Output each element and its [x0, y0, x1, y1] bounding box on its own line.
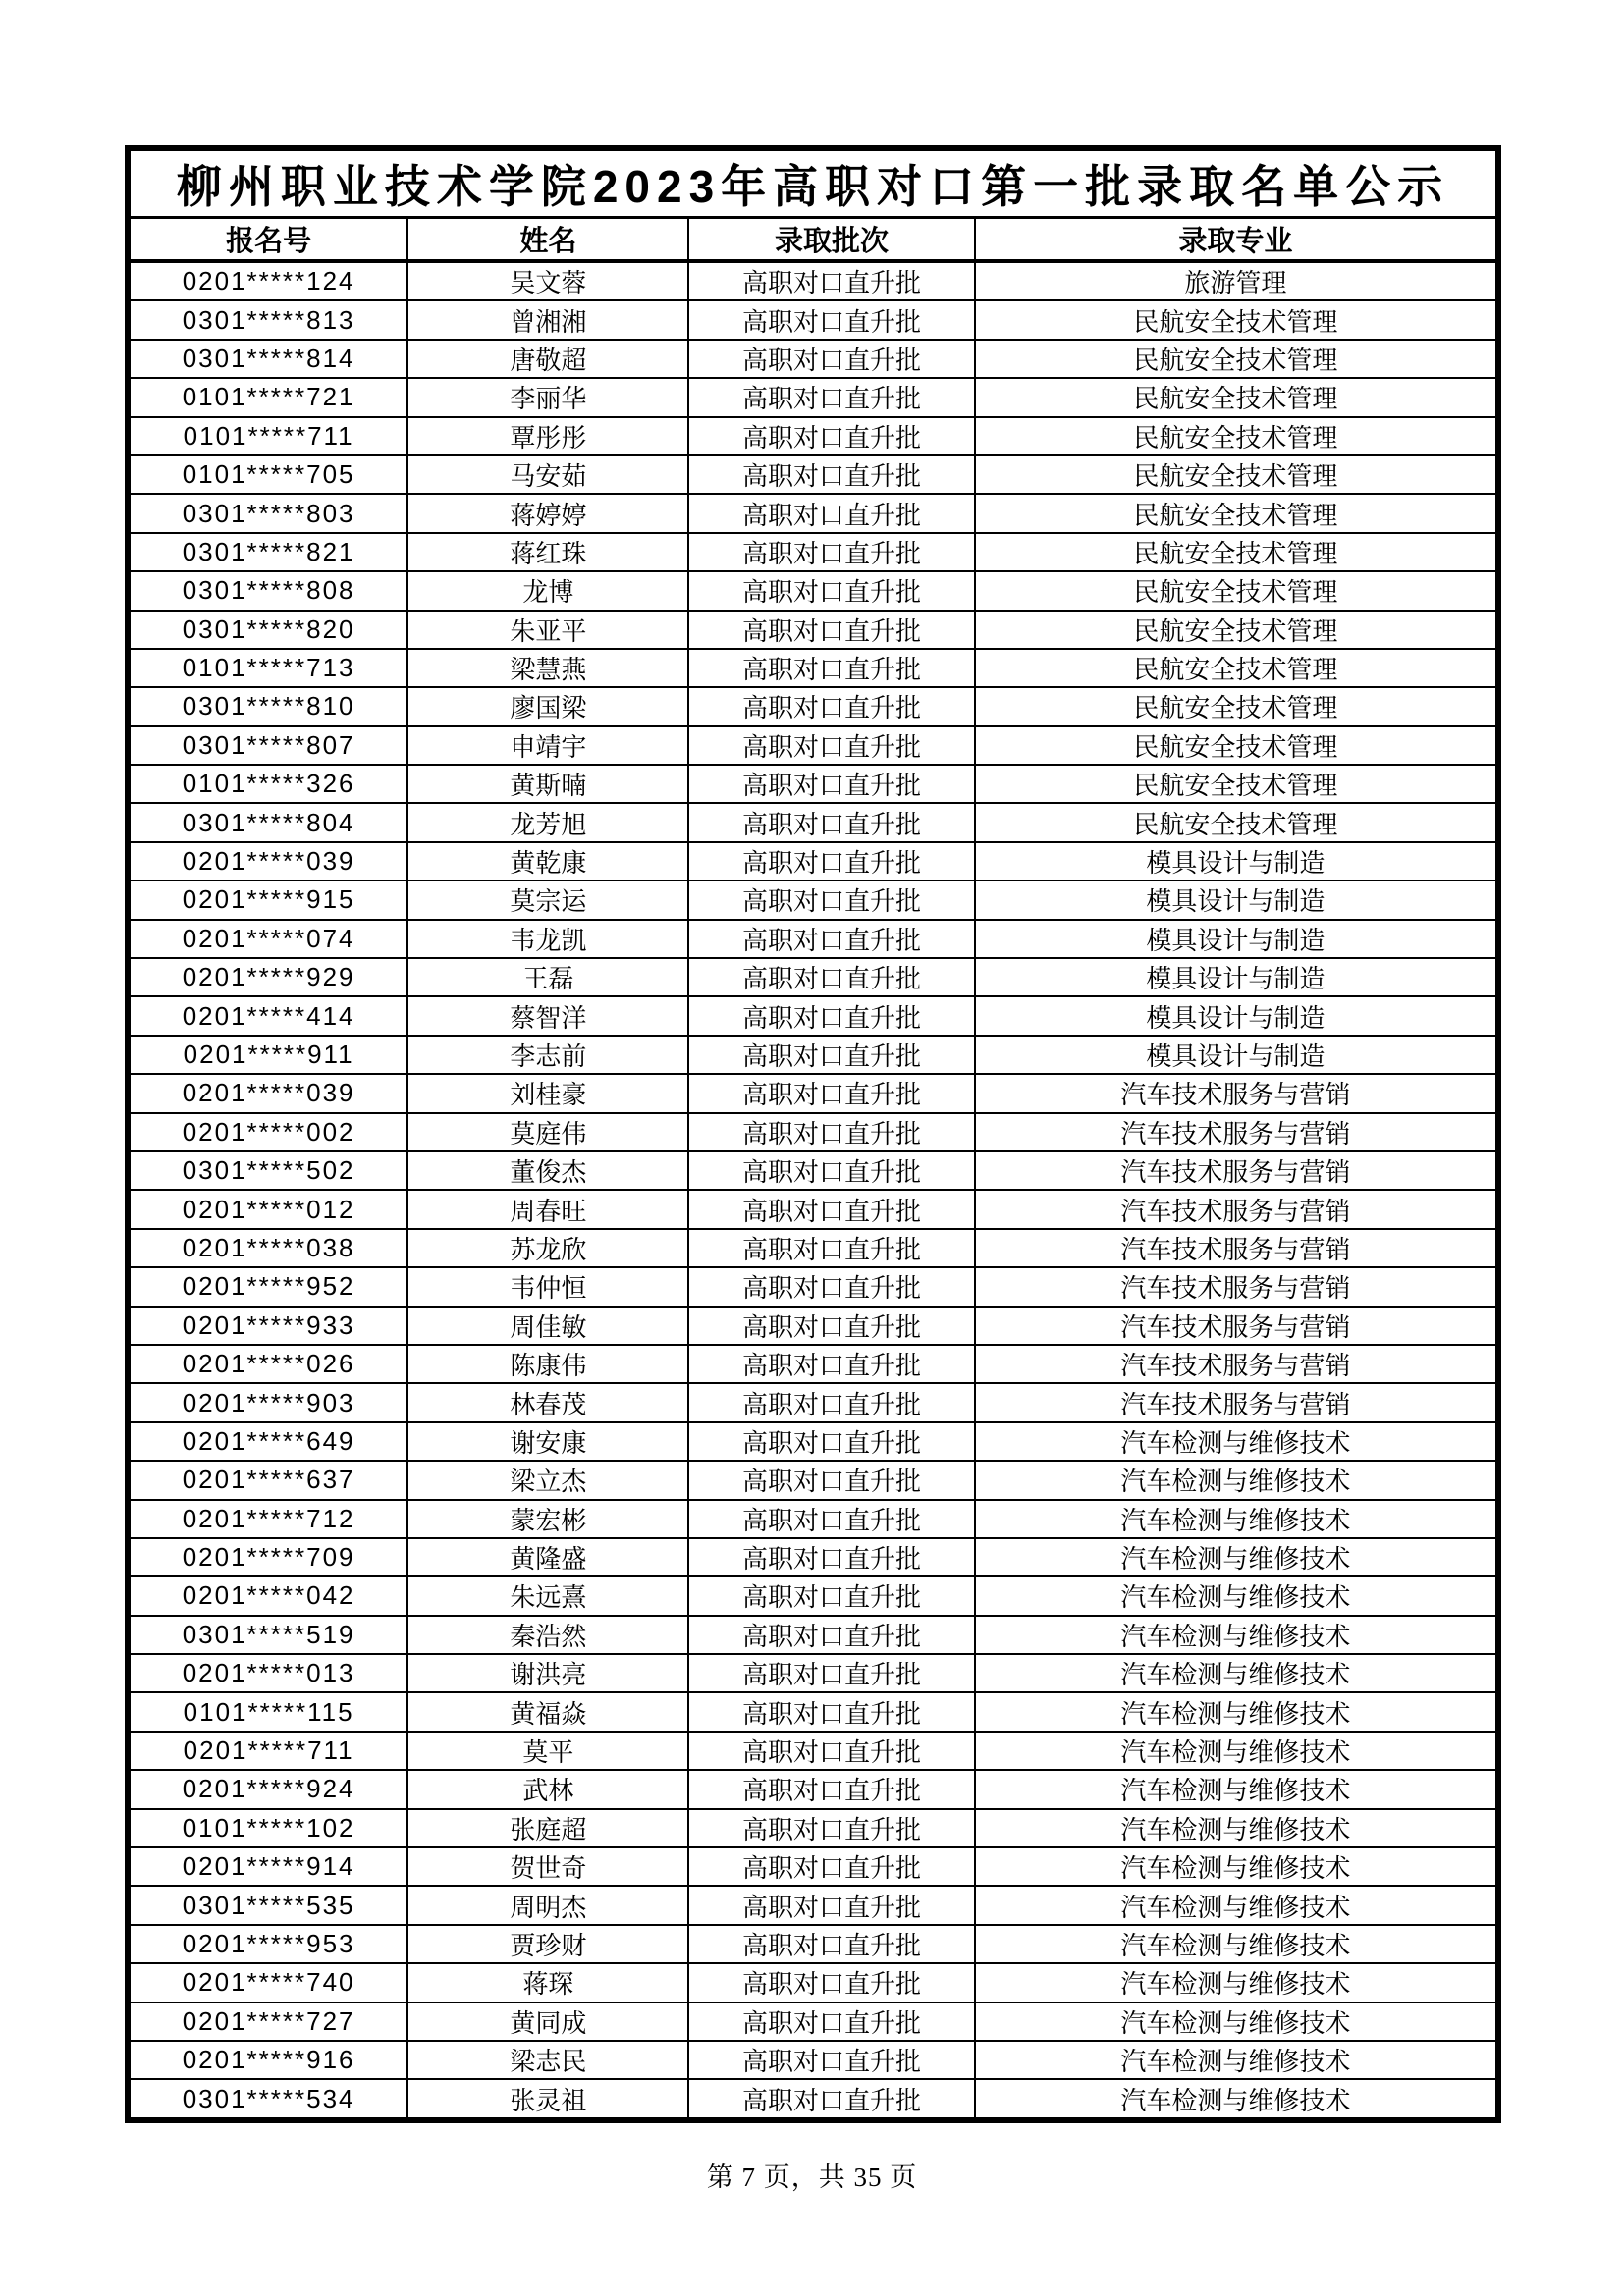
cell-registration-no: 0201*****012 — [128, 1190, 407, 1228]
cell-name: 韦龙凯 — [407, 920, 688, 958]
cell-name: 唐敬超 — [407, 340, 688, 378]
table-row — [128, 1307, 1498, 1345]
cell-admission-major: 民航安全技术管理 — [975, 533, 1498, 571]
cell-admission-major: 汽车检测与维修技术 — [975, 1963, 1498, 2002]
cell-admission-batch: 高职对口直升批 — [688, 1538, 974, 1576]
table-row — [128, 842, 1498, 881]
cell-admission-batch: 高职对口直升批 — [688, 1770, 974, 1808]
cell-admission-batch: 高职对口直升批 — [688, 881, 974, 919]
cell-registration-no: 0201*****711 — [128, 1732, 407, 1770]
cell-registration-no: 0301*****821 — [128, 533, 407, 571]
cell-name: 蔡智洋 — [407, 996, 688, 1035]
table-row — [128, 765, 1498, 803]
table-row — [128, 571, 1498, 610]
cell-admission-batch: 高职对口直升批 — [688, 1500, 974, 1538]
cell-name: 梁立杰 — [407, 1461, 688, 1499]
cell-admission-batch: 高职对口直升批 — [688, 1886, 974, 1924]
column-header-row — [128, 218, 1498, 262]
table-row — [128, 1422, 1498, 1461]
table-row — [128, 1345, 1498, 1383]
cell-admission-major: 汽车检测与维修技术 — [975, 1770, 1498, 1808]
cell-admission-major: 汽车技术服务与营销 — [975, 1074, 1498, 1112]
cell-registration-no: 0201*****414 — [128, 996, 407, 1035]
cell-admission-batch: 高职对口直升批 — [688, 1113, 974, 1151]
cell-registration-no: 0301*****804 — [128, 803, 407, 841]
cell-admission-major: 旅游管理 — [975, 261, 1498, 300]
table-row — [128, 996, 1498, 1035]
cell-name: 马安茹 — [407, 455, 688, 494]
table-row — [128, 1809, 1498, 1847]
table-row — [128, 261, 1498, 300]
cell-registration-no: 0201*****953 — [128, 1925, 407, 1963]
cell-admission-major: 汽车检测与维修技术 — [975, 1809, 1498, 1847]
table-row — [128, 2041, 1498, 2079]
cell-admission-major: 民航安全技术管理 — [975, 803, 1498, 841]
cell-registration-no: 0201*****914 — [128, 1847, 407, 1886]
table-row — [128, 417, 1498, 455]
table-row — [128, 1732, 1498, 1770]
table-row — [128, 1229, 1498, 1267]
cell-admission-batch: 高职对口直升批 — [688, 2079, 974, 2119]
cell-name: 秦浩然 — [407, 1616, 688, 1654]
table-row — [128, 455, 1498, 494]
cell-admission-major: 汽车检测与维修技术 — [975, 1732, 1498, 1770]
cell-registration-no: 0301*****820 — [128, 611, 407, 649]
cell-registration-no: 0201*****952 — [128, 1267, 407, 1306]
cell-name: 李丽华 — [407, 378, 688, 416]
cell-registration-no: 0301*****807 — [128, 726, 407, 765]
cell-admission-batch: 高职对口直升批 — [688, 649, 974, 687]
cell-name: 贾珍财 — [407, 1925, 688, 1963]
table-row — [128, 340, 1498, 378]
cell-admission-major: 汽车检测与维修技术 — [975, 1500, 1498, 1538]
cell-admission-batch: 高职对口直升批 — [688, 2002, 974, 2041]
cell-admission-major: 汽车检测与维修技术 — [975, 1422, 1498, 1461]
cell-registration-no: 0201*****038 — [128, 1229, 407, 1267]
cell-admission-batch: 高职对口直升批 — [688, 2041, 974, 2079]
cell-registration-no: 0101*****115 — [128, 1692, 407, 1731]
cell-admission-major: 民航安全技术管理 — [975, 571, 1498, 610]
cell-name: 覃彤彤 — [407, 417, 688, 455]
cell-name: 黄乾康 — [407, 842, 688, 881]
cell-admission-batch: 高职对口直升批 — [688, 1074, 974, 1112]
table-row — [128, 300, 1498, 339]
cell-registration-no: 0201*****903 — [128, 1383, 407, 1421]
cell-admission-major: 汽车检测与维修技术 — [975, 1692, 1498, 1731]
table-row — [128, 649, 1498, 687]
cell-name: 蒙宏彬 — [407, 1500, 688, 1538]
cell-name: 蒋婷婷 — [407, 494, 688, 532]
cell-registration-no: 0101*****705 — [128, 455, 407, 494]
cell-admission-major: 民航安全技术管理 — [975, 455, 1498, 494]
cell-name: 吴文蓉 — [407, 261, 688, 300]
cell-registration-no: 0101*****102 — [128, 1809, 407, 1847]
cell-admission-batch: 高职对口直升批 — [688, 1345, 974, 1383]
table-body — [128, 261, 1498, 2120]
table-row — [128, 1692, 1498, 1731]
cell-admission-major: 民航安全技术管理 — [975, 726, 1498, 765]
cell-admission-major: 民航安全技术管理 — [975, 417, 1498, 455]
col-header-admission-batch: 录取批次 — [688, 218, 974, 262]
table-header — [128, 148, 1498, 261]
cell-admission-batch: 高职对口直升批 — [688, 611, 974, 649]
cell-admission-major: 汽车检测与维修技术 — [975, 1538, 1498, 1576]
cell-name: 王磊 — [407, 958, 688, 996]
cell-registration-no: 0201*****915 — [128, 881, 407, 919]
cell-name: 廖国梁 — [407, 687, 688, 725]
cell-registration-no: 0301*****803 — [128, 494, 407, 532]
table-row — [128, 2079, 1498, 2119]
cell-admission-major: 汽车检测与维修技术 — [975, 1461, 1498, 1499]
page-footer: 第 7 页，共 35 页 — [706, 2163, 918, 2192]
cell-admission-batch: 高职对口直升批 — [688, 1036, 974, 1074]
table-row — [128, 1074, 1498, 1112]
cell-registration-no: 0201*****039 — [128, 842, 407, 881]
table-row — [128, 1461, 1498, 1499]
cell-name: 龙芳旭 — [407, 803, 688, 841]
table-row — [128, 1190, 1498, 1228]
cell-name: 谢安康 — [407, 1422, 688, 1461]
cell-admission-major: 模具设计与制造 — [975, 958, 1498, 996]
cell-admission-batch: 高职对口直升批 — [688, 920, 974, 958]
cell-name: 谢洪亮 — [407, 1654, 688, 1692]
table-row — [128, 1036, 1498, 1074]
cell-admission-major: 模具设计与制造 — [975, 881, 1498, 919]
cell-registration-no: 0201*****649 — [128, 1422, 407, 1461]
cell-registration-no: 0101*****711 — [128, 417, 407, 455]
col-header-admission-major: 录取专业 — [975, 218, 1498, 262]
cell-admission-batch: 高职对口直升批 — [688, 1809, 974, 1847]
cell-admission-major: 汽车技术服务与营销 — [975, 1151, 1498, 1190]
table-row — [128, 1925, 1498, 1963]
cell-admission-major: 民航安全技术管理 — [975, 378, 1498, 416]
cell-registration-no: 0301*****519 — [128, 1616, 407, 1654]
cell-admission-batch: 高职对口直升批 — [688, 726, 974, 765]
cell-name: 周佳敏 — [407, 1307, 688, 1345]
cell-name: 朱亚平 — [407, 611, 688, 649]
cell-admission-batch: 高职对口直升批 — [688, 842, 974, 881]
cell-admission-major: 汽车检测与维修技术 — [975, 1576, 1498, 1615]
cell-admission-batch: 高职对口直升批 — [688, 300, 974, 339]
cell-admission-major: 民航安全技术管理 — [975, 687, 1498, 725]
cell-registration-no: 0301*****534 — [128, 2079, 407, 2119]
table-row — [128, 2002, 1498, 2041]
cell-name: 黄隆盛 — [407, 1538, 688, 1576]
cell-admission-major: 汽车技术服务与营销 — [975, 1383, 1498, 1421]
cell-admission-batch: 高职对口直升批 — [688, 1576, 974, 1615]
cell-admission-batch: 高职对口直升批 — [688, 1422, 974, 1461]
cell-admission-major: 模具设计与制造 — [975, 842, 1498, 881]
cell-admission-batch: 高职对口直升批 — [688, 1732, 974, 1770]
table-row — [128, 1654, 1498, 1692]
col-header-name: 姓名 — [407, 218, 688, 262]
cell-registration-no: 0301*****813 — [128, 300, 407, 339]
table-row — [128, 378, 1498, 416]
cell-name: 韦仲恒 — [407, 1267, 688, 1306]
page-title: 柳州职业技术学院2023年高职对口第一批录取名单公示 — [128, 148, 1498, 218]
cell-name: 董俊杰 — [407, 1151, 688, 1190]
cell-name: 周明杰 — [407, 1886, 688, 1924]
cell-admission-batch: 高职对口直升批 — [688, 261, 974, 300]
cell-admission-batch: 高职对口直升批 — [688, 1925, 974, 1963]
cell-admission-batch: 高职对口直升批 — [688, 1267, 974, 1306]
cell-name: 周春旺 — [407, 1190, 688, 1228]
cell-name: 莫宗运 — [407, 881, 688, 919]
cell-registration-no: 0201*****911 — [128, 1036, 407, 1074]
cell-admission-major: 民航安全技术管理 — [975, 611, 1498, 649]
cell-name: 贺世奇 — [407, 1847, 688, 1886]
cell-registration-no: 0201*****916 — [128, 2041, 407, 2079]
cell-name: 黄福焱 — [407, 1692, 688, 1731]
cell-admission-batch: 高职对口直升批 — [688, 378, 974, 416]
table-row — [128, 1500, 1498, 1538]
cell-registration-no: 0201*****026 — [128, 1345, 407, 1383]
cell-admission-major: 汽车检测与维修技术 — [975, 1654, 1498, 1692]
title-row — [128, 148, 1498, 218]
cell-admission-batch: 高职对口直升批 — [688, 1151, 974, 1190]
cell-name: 莫庭伟 — [407, 1113, 688, 1151]
cell-admission-major: 汽车技术服务与营销 — [975, 1229, 1498, 1267]
table-row — [128, 920, 1498, 958]
cell-registration-no: 0201*****933 — [128, 1307, 407, 1345]
cell-admission-major: 民航安全技术管理 — [975, 765, 1498, 803]
table-row — [128, 1770, 1498, 1808]
cell-admission-batch: 高职对口直升批 — [688, 1847, 974, 1886]
cell-registration-no: 0201*****740 — [128, 1963, 407, 2002]
table-row — [128, 881, 1498, 919]
cell-admission-batch: 高职对口直升批 — [688, 958, 974, 996]
table-row — [128, 1616, 1498, 1654]
cell-name: 申靖宇 — [407, 726, 688, 765]
cell-admission-major: 民航安全技术管理 — [975, 300, 1498, 339]
cell-registration-no: 0101*****326 — [128, 765, 407, 803]
cell-name: 朱远熹 — [407, 1576, 688, 1615]
cell-name: 黄同成 — [407, 2002, 688, 2041]
cell-name: 武林 — [407, 1770, 688, 1808]
cell-admission-batch: 高职对口直升批 — [688, 1229, 974, 1267]
cell-registration-no: 0201*****929 — [128, 958, 407, 996]
cell-admission-batch: 高职对口直升批 — [688, 765, 974, 803]
cell-admission-batch: 高职对口直升批 — [688, 1307, 974, 1345]
cell-registration-no: 0201*****924 — [128, 1770, 407, 1808]
cell-registration-no: 0301*****814 — [128, 340, 407, 378]
cell-admission-major: 汽车检测与维修技术 — [975, 1616, 1498, 1654]
cell-name: 梁慧燕 — [407, 649, 688, 687]
cell-registration-no: 0201*****002 — [128, 1113, 407, 1151]
table-row — [128, 1576, 1498, 1615]
cell-admission-major: 汽车技术服务与营销 — [975, 1307, 1498, 1345]
cell-admission-major: 模具设计与制造 — [975, 920, 1498, 958]
cell-admission-major: 民航安全技术管理 — [975, 340, 1498, 378]
cell-registration-no: 0301*****535 — [128, 1886, 407, 1924]
cell-admission-batch: 高职对口直升批 — [688, 1461, 974, 1499]
cell-name: 蒋琛 — [407, 1963, 688, 2002]
table-row — [128, 1963, 1498, 2002]
cell-admission-batch: 高职对口直升批 — [688, 1190, 974, 1228]
table-row — [128, 533, 1498, 571]
cell-admission-major: 汽车检测与维修技术 — [975, 1925, 1498, 1963]
cell-registration-no: 0101*****721 — [128, 378, 407, 416]
cell-admission-batch: 高职对口直升批 — [688, 455, 974, 494]
cell-registration-no: 0301*****810 — [128, 687, 407, 725]
cell-admission-major: 民航安全技术管理 — [975, 494, 1498, 532]
cell-name: 曾湘湘 — [407, 300, 688, 339]
cell-registration-no: 0201*****727 — [128, 2002, 407, 2041]
table-row — [128, 494, 1498, 532]
cell-admission-batch: 高职对口直升批 — [688, 571, 974, 610]
table-row — [128, 1267, 1498, 1306]
cell-registration-no: 0301*****502 — [128, 1151, 407, 1190]
table-row — [128, 1886, 1498, 1924]
cell-admission-batch: 高职对口直升批 — [688, 1616, 974, 1654]
table-row — [128, 687, 1498, 725]
cell-admission-major: 汽车检测与维修技术 — [975, 2002, 1498, 2041]
cell-name: 刘桂豪 — [407, 1074, 688, 1112]
cell-admission-major: 汽车检测与维修技术 — [975, 1886, 1498, 1924]
table-row — [128, 1538, 1498, 1576]
cell-admission-major: 汽车检测与维修技术 — [975, 2041, 1498, 2079]
cell-registration-no: 0201*****712 — [128, 1500, 407, 1538]
table-row — [128, 1113, 1498, 1151]
table-row — [128, 958, 1498, 996]
cell-admission-major: 汽车技术服务与营销 — [975, 1190, 1498, 1228]
cell-registration-no: 0201*****042 — [128, 1576, 407, 1615]
table-row — [128, 726, 1498, 765]
cell-admission-batch: 高职对口直升批 — [688, 1963, 974, 2002]
cell-registration-no: 0101*****713 — [128, 649, 407, 687]
cell-name: 陈康伟 — [407, 1345, 688, 1383]
cell-admission-batch: 高职对口直升批 — [688, 1383, 974, 1421]
cell-name: 张灵祖 — [407, 2079, 688, 2119]
cell-name: 龙博 — [407, 571, 688, 610]
cell-admission-major: 汽车技术服务与营销 — [975, 1345, 1498, 1383]
cell-name: 李志前 — [407, 1036, 688, 1074]
cell-admission-batch: 高职对口直升批 — [688, 996, 974, 1035]
cell-admission-major: 汽车检测与维修技术 — [975, 2079, 1498, 2119]
col-header-registration-no: 报名号 — [128, 218, 407, 262]
cell-name: 蒋红珠 — [407, 533, 688, 571]
cell-name: 林春茂 — [407, 1383, 688, 1421]
cell-admission-batch: 高职对口直升批 — [688, 533, 974, 571]
table-row — [128, 1383, 1498, 1421]
cell-name: 莫平 — [407, 1732, 688, 1770]
cell-admission-batch: 高职对口直升批 — [688, 803, 974, 841]
cell-registration-no: 0201*****074 — [128, 920, 407, 958]
cell-admission-major: 模具设计与制造 — [975, 1036, 1498, 1074]
cell-registration-no: 0201*****124 — [128, 261, 407, 300]
cell-registration-no: 0301*****808 — [128, 571, 407, 610]
table-row — [128, 611, 1498, 649]
cell-admission-batch: 高职对口直升批 — [688, 1654, 974, 1692]
cell-admission-major: 汽车技术服务与营销 — [975, 1113, 1498, 1151]
cell-admission-batch: 高职对口直升批 — [688, 340, 974, 378]
table-row — [128, 1151, 1498, 1190]
cell-registration-no: 0201*****039 — [128, 1074, 407, 1112]
cell-name: 苏龙欣 — [407, 1229, 688, 1267]
cell-admission-batch: 高职对口直升批 — [688, 417, 974, 455]
cell-admission-batch: 高职对口直升批 — [688, 687, 974, 725]
table-row — [128, 803, 1498, 841]
cell-name: 梁志民 — [407, 2041, 688, 2079]
admission-roster-table — [125, 145, 1501, 2123]
cell-admission-major: 模具设计与制造 — [975, 996, 1498, 1035]
table-row — [128, 1847, 1498, 1886]
cell-admission-major: 汽车检测与维修技术 — [975, 1847, 1498, 1886]
cell-registration-no: 0201*****709 — [128, 1538, 407, 1576]
cell-admission-major: 民航安全技术管理 — [975, 649, 1498, 687]
cell-admission-major: 汽车技术服务与营销 — [975, 1267, 1498, 1306]
cell-admission-batch: 高职对口直升批 — [688, 494, 974, 532]
cell-name: 黄斯暔 — [407, 765, 688, 803]
cell-admission-batch: 高职对口直升批 — [688, 1692, 974, 1731]
cell-registration-no: 0201*****637 — [128, 1461, 407, 1499]
cell-registration-no: 0201*****013 — [128, 1654, 407, 1692]
cell-name: 张庭超 — [407, 1809, 688, 1847]
